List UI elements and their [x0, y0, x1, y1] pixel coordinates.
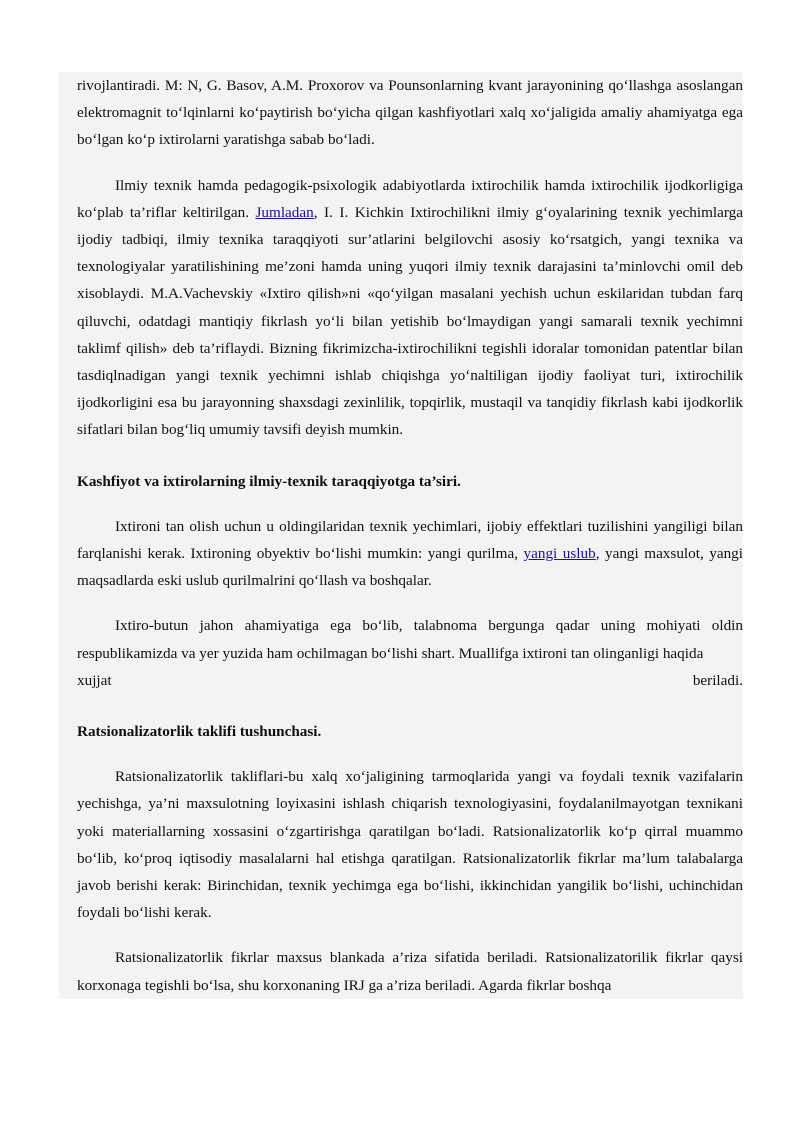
- paragraph-3-text-a: Ixtironi tan olish uchun u oldingilaridan texnik yechimlari, ijobiy effektlari tuzilishini yangiligi bilan farqlanishi kerak. Ixtironing obyektiv bo‘lishi mumkin: yangi qurilma,: [77, 517, 743, 563]
- paragraph-4-last-line: [77, 667, 743, 694]
- spacer: [77, 495, 743, 513]
- spacer: [77, 694, 743, 718]
- paragraph-5: Ratsionalizatorlik takliflari-bu xalq xo‘jaligining tarmoqlarida yangi va foydali texnik vazifalarin yechishga, ya’ni maxsulotning loyixasini ishlash chiqarish texnologiyasini, foydalanilmayotgan texnikani yoki materiallarning xossasini o‘zgartirishga qaratilgan bo‘ladi. Ratsionalizatorlik ko‘p qirral muammo bo‘lib, ko‘proq iqtisodiy masalalarni hal etishga qaratilgan. Ratsionalizatorlik fikrlar ma’lum talabalarga javob berishi kerak: Birinchidan, texnik yechimga ega bo‘lishi, ikkinchidan yangilik bo‘lishi, uchinchidan foydali bo‘lishi kerak.: [77, 768, 743, 922]
- paragraph-2-text-a: Ilmiy texnik hamda pedagogik-psixologik adabiyotlarda ixtirochilik hamda ixtirochilik ijodkorligiga ko‘plab ta’riflar keltirilgan.: [77, 176, 743, 221]
- paragraph-3-text-b: , yangi maxsulot, yangi maqsadlarda eski uslub qurilmalrini qo‘llash va boshqalar.: [77, 545, 743, 590]
- paragraph-3: [77, 513, 743, 595]
- paragraph-4-last-right: beriladi.: [692, 671, 743, 689]
- spacer: [77, 926, 743, 944]
- paragraph-2: [77, 172, 743, 444]
- paragraph-4: Ixtiro-butun jahon ahamiyatiga ega bo‘lib, talabnoma bergunga qadar uning mohiyati oldin respublikamizda va yer yuzida ham ochilmagan bo‘lishi shart. Muallifga ixtironi tan olinganligi haqida: [77, 617, 743, 662]
- paragraph-1: rivojlantiradi. M: N, G. Basov, A.M. Proxorov va Pounsonlarning kvant jarayonining qo‘llashga asoslangan elektromagnit to‘lqinlarni ko‘paytirish bo‘yicha qilgan kashfiyotlari xalq xo‘jaligida amaliy ahamiyatga ega bo‘lgan ko‘p ixtirolarni yaratishga sabab bo‘ladi.: [77, 77, 743, 149]
- document-body: [59, 72, 743, 999]
- jumladan-link[interactable]: Jumladan: [255, 203, 314, 221]
- spacer: [77, 745, 743, 763]
- paragraph-2-text-b: , I. I. Kichkin Ixtirochilikni ilmiy g‘oyalarining texnik yechimlarga ijodiy tadbiqi, ilmiy texnika taraqqiyoti sur’atlarini belgilovchi asosiy ko‘rsatgich, yangi texnika va texnologiyalar yaratilishining me’zoni hamda uning yuqori ilmiy texnik darajasini ta’minlovchi omil deb xisoblaydi. M.A.Vachevskiy «Ixtiro qilish»ni «qo‘yilgan masalani yechish uchun eskilaridan tubdan farq qiluvchi, odatdagi mantiqiy fikrlash yo‘li bilan yetishib bo‘lmaydigan yangi samarali texnik yechimni taklimf qilish» deb ta’riflaydi. Bizning fikrimizcha-ixtirochilikni tegishli idoralar tomonidan patentlar bilan tasdiqlnadigan yangi texnik yechimni ishlab chiqishga yo‘naltiligan ijodiy faoliyat turi, ixtirochilik ijodkorligini esa bu jarayonning shaxsdagi zexinlilik, topqirlik, mustaqil va tanqidiy fikrlash kabi ijodkorlik sifatlari bilan bog‘liq umumiy tavsifi deyish mumkin.: [77, 203, 744, 439]
- spacer: [77, 444, 743, 468]
- paragraph-4-last-left: xujjat: [77, 671, 112, 689]
- spacer: [77, 594, 743, 612]
- yangi-uslub-link[interactable]: yangi uslub: [523, 545, 596, 563]
- paragraph-6: Ratsionalizatorlik fikrlar maxsus blankada a’riza sifatida beriladi. Ratsionalizatorilik fikrlar qaysi korxonaga tegishli bo‘lsa, shu korxonaning IRJ ga a’riza beriladi. Agarda fikrlar boshqa: [77, 949, 743, 994]
- section-heading-kashfiyot: Kashfiyot va ixtirolarning ilmiy-texnik taraqqiyotga ta’siri.: [77, 472, 461, 490]
- section-heading-ratsionalizatorlik: Ratsionalizatorlik taklifi tushunchasi.: [77, 723, 322, 741]
- spacer: [77, 154, 743, 172]
